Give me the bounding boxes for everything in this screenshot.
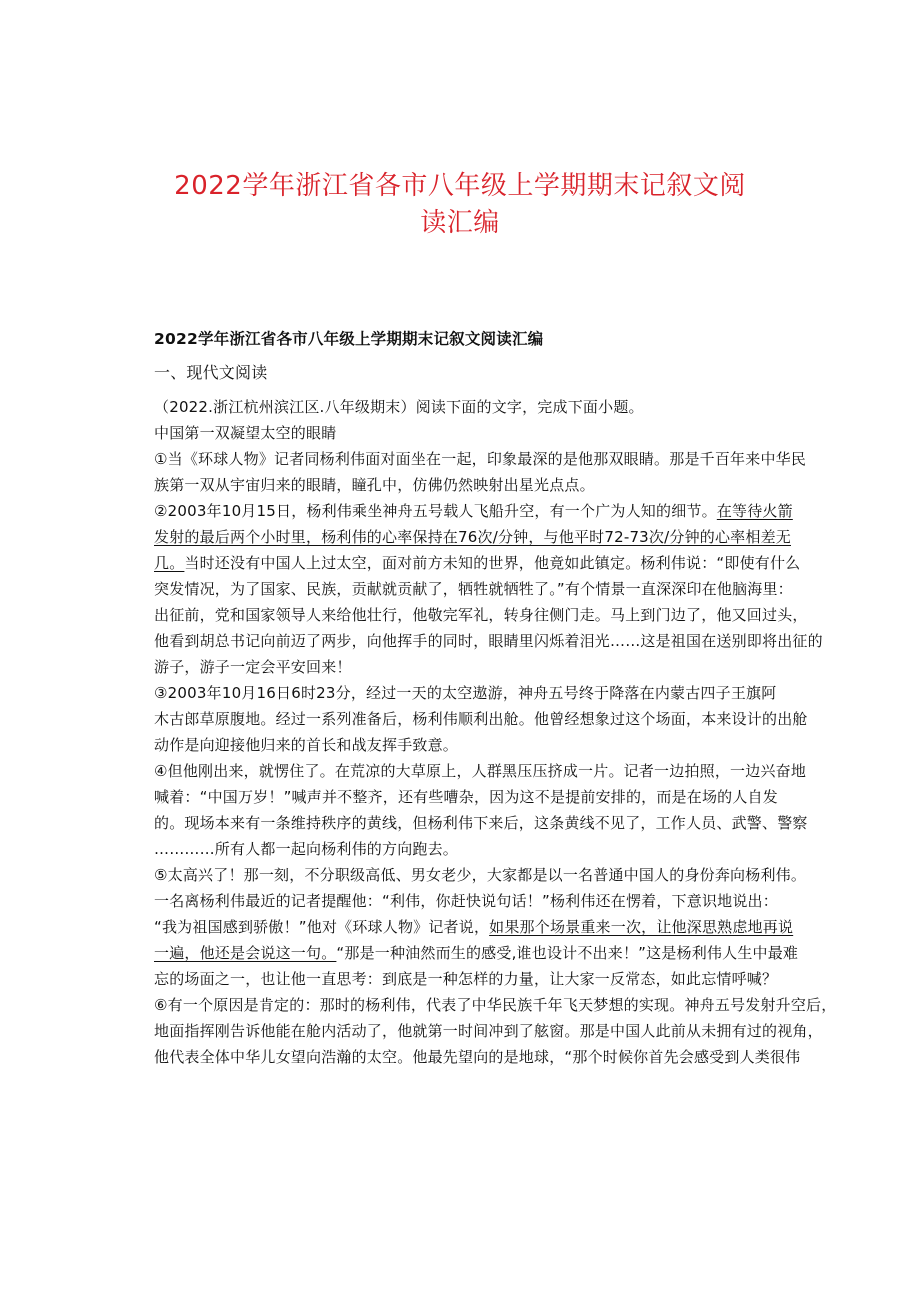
line-text: 游子，游子一定会平安回来！ (154, 658, 352, 676)
text-line (154, 420, 834, 446)
text-line (154, 1044, 834, 1070)
section-heading: 一、现代文阅读 (154, 363, 268, 382)
line-text: ⑥有一个原因是肯定的：那时的杨利伟，代表了中华民族千年飞天梦想的实现。神舟五号发射升空后， (154, 996, 837, 1014)
line-text: “那是一种油然而生的感受,谁也设计不出来！”这是杨利伟人生中最难 (336, 944, 799, 962)
text-line (154, 576, 834, 602)
text-line (154, 888, 834, 914)
line-text: …………所有人都一起向杨利伟的方向跑去。 (154, 840, 459, 858)
article-body (154, 326, 837, 1070)
document-title-line-1: 2022学年浙江省各市八年级上学期期末记叙文阅 (174, 171, 746, 201)
text-line (154, 758, 834, 784)
text-line (154, 810, 834, 836)
text-line (154, 836, 834, 862)
line-text: 当时还没有中国人上过太空，面对前方未知的世界，他竟如此镇定。杨利伟说：“即使有什么 (184, 554, 801, 572)
document-title-line-2: 读汇编 (420, 208, 500, 238)
document-subtitle: 2022学年浙江省各市八年级上学期期末记叙文阅读汇编 (154, 330, 544, 348)
text-line (154, 992, 837, 1018)
text-line (154, 628, 834, 654)
line-text: 忘的场面之一，也让他一直思考：到底是一种怎样的力量，让大家一反常态，如此忘情呼喊？ (154, 970, 778, 988)
line-text: 的。现场本来有一条维持秩序的黄线，但杨利伟下来后，这条黄线不见了，工作人员、武警、警察 (154, 814, 808, 832)
underlined-text: 发射的最后两个小时里，杨利伟的心率保持在76次/分钟，与他平时72-73次/分钟的心率相差无 (154, 528, 791, 546)
line-text: 中国第一双凝望太空的眼睛 (154, 424, 337, 442)
text-line (154, 550, 834, 576)
text-line (154, 1018, 834, 1044)
line-text: ①当《环球人物》记者同杨利伟面对面坐在一起，印象最深的是他那双眼睛。那是千百年来中华民 (154, 450, 807, 468)
line-text: 他看到胡总书记向前迈了两步，向他挥手的同时，眼睛里闪烁着泪光……这是祖国在送别即将出征的 (154, 632, 823, 650)
underlined-text: 几。 (154, 554, 185, 572)
line-text: 一名离杨利伟最近的记者提醒他：“利伟，你赶快说句话！”杨利伟还在愣着，下意识地说出： (154, 892, 778, 910)
line-text: ⑤太高兴了！那一刻，不分职级高低、男女老少，大家都是以一名普通中国人的身份奔向杨利伟。 (154, 866, 807, 884)
line-text: “我为祖国感到骄傲！”他对《环球人物》记者说， (154, 918, 490, 936)
text-line (154, 914, 834, 940)
line-text: ④但他刚出来，就愣住了。在荒凉的大草原上，人群黑压压挤成一片。记者一边拍照，一边兴奋地 (154, 762, 807, 780)
line-text: ③2003年10月16日6时23分，经过一天的太空遨游，神舟五号终于降落在内蒙古四子王旗阿 (154, 684, 777, 702)
underlined-text: 在等待火箭 (716, 502, 793, 520)
underlined-text: 如果那个场景重来一次，让他深思熟虑地再说 (489, 918, 794, 936)
text-line (154, 524, 834, 550)
text-line (154, 966, 834, 992)
line-text: 木古郎草原腹地。经过一系列准备后，杨利伟顺利出舱。他曾经想象过这个场面，本来设计的出舱 (154, 710, 808, 728)
line-text: （2022.浙江杭州滨江区.八年级期末）阅读下面的文字，完成下面小题。 (154, 398, 644, 416)
line-text: 地面指挥刚告诉他能在舱内活动了，他就第一时间冲到了舷窗。那是中国人此前从未拥有过的视角， (154, 1022, 823, 1040)
line-text: 突发情况，为了国家、民族，贡献就贡献了，牺牲就牺牲了。”有个情景一直深深印在他脑海里： (154, 580, 793, 598)
text-line (154, 394, 834, 420)
text-line (154, 862, 834, 888)
line-text: 动作是向迎接他归来的首长和战友挥手致意。 (154, 736, 459, 754)
text-line (154, 654, 834, 680)
text-line (154, 784, 834, 810)
text-line (154, 706, 834, 732)
text-line (154, 446, 834, 472)
text-line (154, 940, 834, 966)
underlined-text: 一遍，他还是会说这一句。 (154, 944, 337, 962)
line-text: 出征前，党和国家领导人来给他壮行，他敬完军礼，转身往侧门走。马上到门边了，他又回过头， (154, 606, 808, 624)
text-line (154, 680, 834, 706)
text-line (154, 732, 834, 758)
line-text: 他代表全体中华儿女望向浩瀚的太空。他最先望向的是地球，“那个时候你首先会感受到人类很伟 (154, 1048, 801, 1066)
text-line (154, 602, 834, 628)
line-text: 族第一双从宇宙归来的眼睛，瞳孔中，仿佛仍然映射出星光点点。 (154, 476, 595, 494)
line-text: ②2003年10月15日，杨利伟乘坐神舟五号载人飞船升空，有一个广为人知的细节。 (154, 502, 717, 520)
text-line (154, 498, 834, 524)
line-text: 喊着：“中国万岁！”喊声并不整齐，还有些嘈杂，因为这不是提前安排的，而是在场的人自发 (154, 788, 778, 806)
text-line (154, 472, 834, 498)
